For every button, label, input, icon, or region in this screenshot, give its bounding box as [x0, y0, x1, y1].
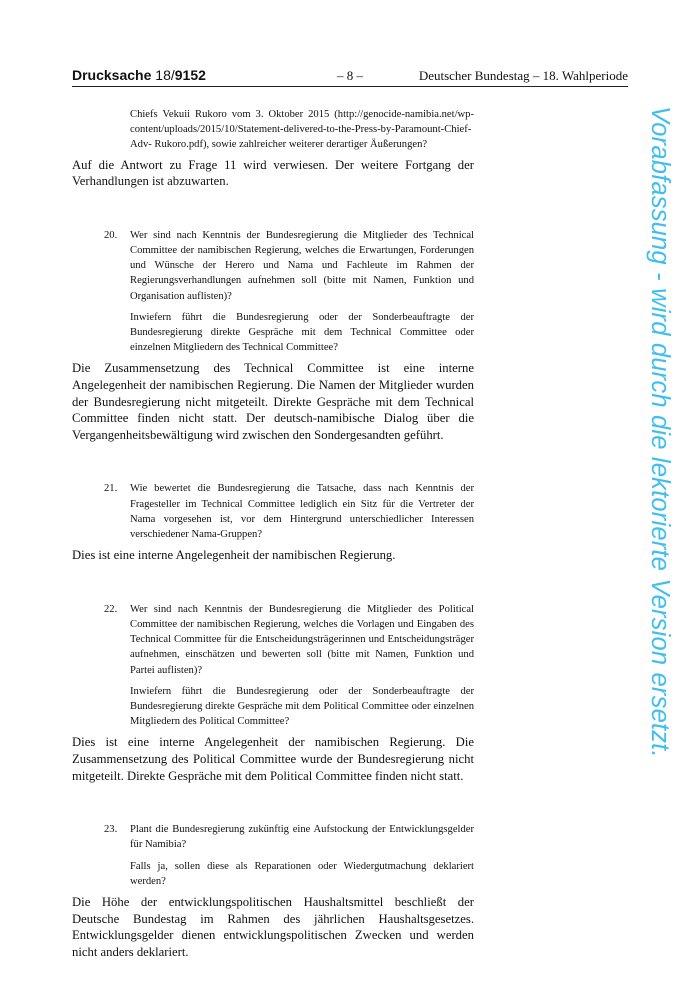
page-number: – 8 –	[337, 68, 363, 83]
question-number: 21.	[104, 483, 118, 495]
intro-quote: Chiefs Vekuii Rukoro vom 3. Oktober 2015 (http://genocide-namibia.net/wp-content/uploads/2015/10/Statement-delivered-to-the-Press-by-Paramount-Chief-Adv- Rukoro.pdf), sowie zahlreicher weiterer derartiger Äußerungen?	[130, 109, 474, 151]
question-23-sub: Falls ja, sollen diese als Reparationen oder Wiedergutmachung deklariert werden?	[130, 860, 474, 887]
question-text: Plant die Bundesregierung zukünftig eine Aufstockung der Entwicklungsgelder für Namibia?	[130, 824, 474, 851]
question-22	[104, 602, 474, 678]
question-number: 20.	[104, 229, 118, 241]
page-header	[72, 64, 628, 87]
question-21	[104, 481, 474, 542]
question-text: Wer sind nach Kenntnis der Bundesregierung die Mitglieder des Political Committee der namibischen Regierung, welches die Vorlagen und Eingaben des Technical Committee für die Entscheidungsträgerinnen und Entscheidungsträger aufnehmen, einschätzen und bewerten soll (bitte mit Namen, Funktion und Partei auflisten)?	[130, 603, 474, 676]
question-number: 22.	[104, 603, 118, 615]
document-body	[72, 107, 474, 960]
question-text: Wie bewertet die Bundesregierung die Tatsache, dass nach Kenntnis der Fragesteller im Technical Committee lediglich ein Sitz für die Vertreter der Nama vorgesehen ist, vor dem Hintergrund unterschiedlicher Interessen verschiedener Nama-Gruppen?	[130, 483, 474, 540]
question-20	[104, 228, 474, 304]
question-text: Wer sind nach Kenntnis der Bundesregierung die Mitglieder des Technical Committee der namibischen Regierung, welches die Erwartungen, Forderungen und Wünsche der Herero und Nama und Fachleute im Rahmen der Regierungsverhandlungen aufnehmen soll (bitte mit Namen, Funktion und Organisation auflisten)?	[130, 229, 474, 302]
doc-label: Drucksache	[72, 67, 152, 83]
doc-number-suffix: 9152	[174, 67, 206, 83]
answer-23: Die Höhe der entwicklungspolitischen Haushaltsmittel beschließt der Deutsche Bundestag im Rahmen des jährlichen Haushaltsgesetzes. Entwicklungsgelder dienen entwicklungspolitischen Zwecken und werden nicht anders deklariert.	[72, 895, 474, 959]
answer-22: Dies ist eine interne Angelegenheit der namibischen Regierung. Die Zusammensetzung des Political Committee wurde der Bundesregierung nicht mitgeteilt. Direkte Gespräche mit dem Political Committee finden nicht statt.	[72, 735, 474, 783]
doc-number-prefix: 18/	[155, 67, 175, 83]
question-23	[104, 822, 474, 852]
question-22-sub: Inwiefern führt die Bundesregierung oder der Sonderbeauftragte der Bundesregierung direkte Gespräche mit dem Political Committee oder einzelnen Mitgliedern des Political Committee?	[130, 685, 474, 728]
intro-answer: Auf die Antwort zu Frage 11 wird verwiesen. Der weitere Fortgang der Verhandlungen ist abzuwarten.	[72, 157, 474, 189]
answer-20: Die Zusammensetzung des Technical Committee ist eine interne Angelegenheit der namibischen Regierung. Die Namen der Mitglieder wurden der Bundesregierung nicht mitgeteilt. Direkte Gespräche mit dem Technical Committee finden nicht statt. Der deutsch-namibische Dialog über die Vergangenheitsbewältigung wird zwischen den Sondergesandten geführt.	[72, 361, 474, 442]
question-20-sub: Inwiefern führt die Bundesregierung oder der Sonderbeauftragte der Bundesregierung direkte Gespräche mit dem Technical Committee oder einzelnen Mitgliedern des Technical Committee?	[130, 311, 474, 354]
publisher: Deutscher Bundestag – 18. Wahlperiode	[418, 68, 628, 83]
draft-watermark	[646, 106, 674, 904]
answer-21: Dies ist eine interne Angelegenheit der namibischen Regierung.	[72, 548, 396, 563]
question-number: 23.	[104, 824, 118, 836]
watermark-text: Vorabfassung - wird durch die lektorierte Version ersetzt.	[646, 106, 674, 758]
